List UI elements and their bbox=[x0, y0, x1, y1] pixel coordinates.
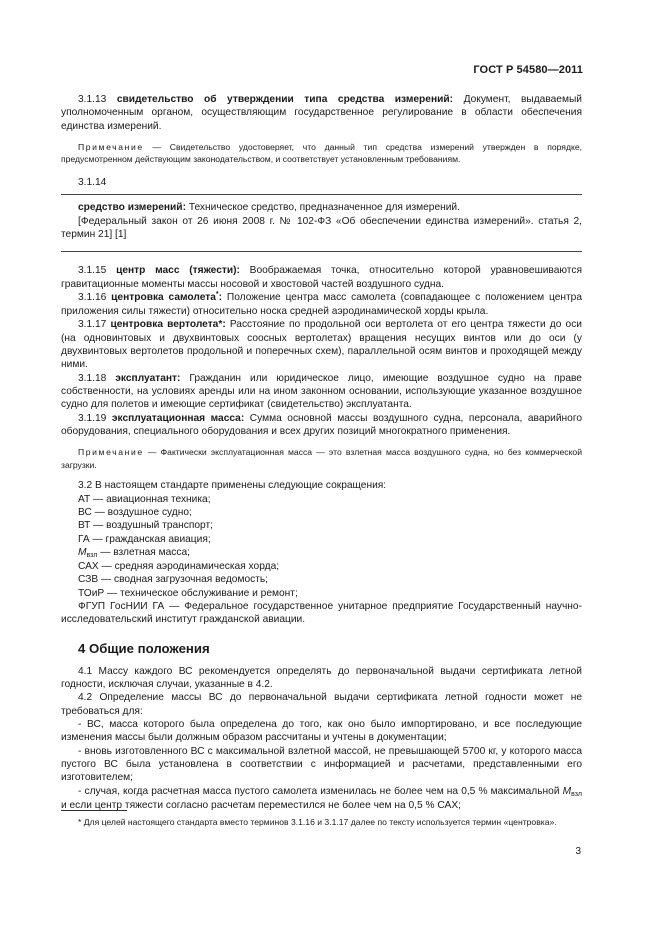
abbr-item: Mвзл — взлетная масса; bbox=[78, 546, 190, 559]
bullet-item: - случая, когда расчетная масса пустого самолета изменилась не более чем на 0,5 % максимальной Mвзл и если центр тяжести согласно расчетам переместился не более чем на 0,5 % САХ; bbox=[61, 785, 582, 811]
abbr-item: ГА — гражданская авиация; bbox=[78, 533, 211, 545]
abbreviations-intro: 3.2 В настоящем стандарте применены следующие сокращения: bbox=[78, 480, 387, 492]
abbr-item: СЗВ — сводная загрузочная ведомость; bbox=[78, 574, 269, 586]
clause-3-1-19: 3.1.19 эксплуатационная масса: Сумма основной массы воздушного судна, персонала, аварийного оборудования, специального оборудования и всех других позиций многократного применения. bbox=[61, 412, 582, 437]
abbr-item: ВТ — воздушный транспорт; bbox=[78, 520, 213, 532]
section-4-heading: 4 Общие положения bbox=[78, 640, 210, 656]
term: средство измерений: bbox=[78, 202, 186, 214]
standard-code-header: ГОСТ Р 54580—2011 bbox=[473, 64, 583, 76]
abbr-item: АТ — авиационная техника; bbox=[78, 493, 211, 505]
term: эксплуатационная масса: bbox=[111, 412, 245, 424]
clause-4-2: 4.2 Определение массы ВС до первоначальной выдачи сертификата летной годности может не требоваться для: bbox=[61, 692, 582, 717]
clause-4-1: 4.1 Массу каждого ВС рекомендуется определять до первоначальной выдачи сертификата летной годности, исключая случаи, указанные в 4.2. bbox=[61, 665, 582, 691]
term: центр масс (тяжести): bbox=[116, 265, 240, 277]
abbreviations-list bbox=[61, 479, 582, 626]
abbr-item: ВС — воздушное судно; bbox=[78, 506, 192, 518]
clause-3-1-16: 3.1.16 центровка самолета*: Положение центра масс самолета (совпадающее с положением центра приложения силы тяжести) относительно носка средней аэродинамической хорды крыла. bbox=[61, 290, 582, 318]
abbr-item: ФГУП ГосНИИ ГА — Федеральное государственное унитарное предприятие Государственный научно-исследовательский институт гражданской авиации. bbox=[61, 600, 582, 626]
clause-3-1-14-number: 3.1.14 bbox=[78, 177, 107, 189]
clause-3-1-17: 3.1.17 центровка вертолета*: Расстояние по продольной оси вертолета от его центра тяжести до оси (на одновинтовых и двухвинтовых соосных вертолетах) вращения несущих винтов или до оси (у двухвинтовых вертолетов продольной и поперечных схем), параллельной осям винтов и проходящей между ними. bbox=[61, 319, 582, 371]
clause-3-1-14-reference: [Федеральный закон от 26 июня 2008 г. № 102-ФЗ «Об обеспечении единства измерений». статья 2, термин 21] [1] bbox=[61, 215, 582, 240]
note-label: Примечание bbox=[78, 447, 144, 458]
definition-box bbox=[61, 194, 582, 252]
bullet-item: - ВС, масса которого была определена до того, как оно было импортировано, и все последующие изменения массы были должным образом рассчитаны и учтены в документации; bbox=[61, 719, 582, 744]
term: свидетельство об утверждении типа средства измерений: bbox=[116, 94, 454, 105]
footnote: * Для целей настоящего стандарта вместо терминов 3.1.16 и 3.1.17 далее по тексту используется термин «центровка». bbox=[78, 817, 557, 827]
clause-3-1-14: средство измерений: Техническое средство, предназначенное для измерений. bbox=[78, 202, 460, 214]
term: центровка вертолета*: bbox=[110, 319, 226, 331]
footnote-divider bbox=[61, 810, 127, 811]
bullet-item: - вновь изготовленного ВС с максимальной взлетной массой, не превышающей 5700 кг, у которого масса пустого ВС была установлена в соответствии с информацией и расчетами, представленными его изготовителем; bbox=[61, 745, 582, 784]
note-1: Примечание — Свидетельство удостоверяет, что данный тип средства измерений утвержден в порядке, предусмотренном действующим законодательством, и соответствует установленным требованиям. bbox=[61, 141, 583, 165]
footnote-mark: * bbox=[215, 290, 219, 298]
abbr-item: САХ — средняя аэродинамическая хорда; bbox=[78, 561, 280, 573]
term: центровка самолета*: bbox=[111, 290, 223, 303]
note-label: Примечание bbox=[78, 141, 144, 152]
abbr-item: ТОиР — техническое обслуживание и ремонт; bbox=[78, 587, 298, 599]
note-2: Примечание — Фактически эксплуатационная масса — это взлетная масса воздушного судна, но без коммерческой загрузки. bbox=[61, 447, 583, 470]
clause-3-1-15: 3.1.15 центр масс (тяжести): Воображаемая точка, относительно которой уравновешиваются гравитационные моменты массы носовой и хвостовой частей воздушного судна. bbox=[61, 265, 582, 290]
document-body bbox=[61, 93, 582, 812]
page-number: 3 bbox=[575, 846, 581, 857]
clause-3-1-13: 3.1.13 свидетельство об утверждении типа средства измерений: Документ, выдаваемый уполномоченным органом, осуществляющим государственное регулирование в области обеспечения единства измерений. bbox=[61, 94, 582, 132]
clause-3-1-18: 3.1.18 эксплуатант: Гражданин или юридическое лицо, имеющие воздушное судно на праве собственности, на условиях аренды или на ином законном основании, использующие указанное воздушное судно для полетов и имеющие сертификат (свидетельство) эксплуатанта. bbox=[61, 372, 582, 411]
term: эксплуатант: bbox=[115, 372, 181, 384]
